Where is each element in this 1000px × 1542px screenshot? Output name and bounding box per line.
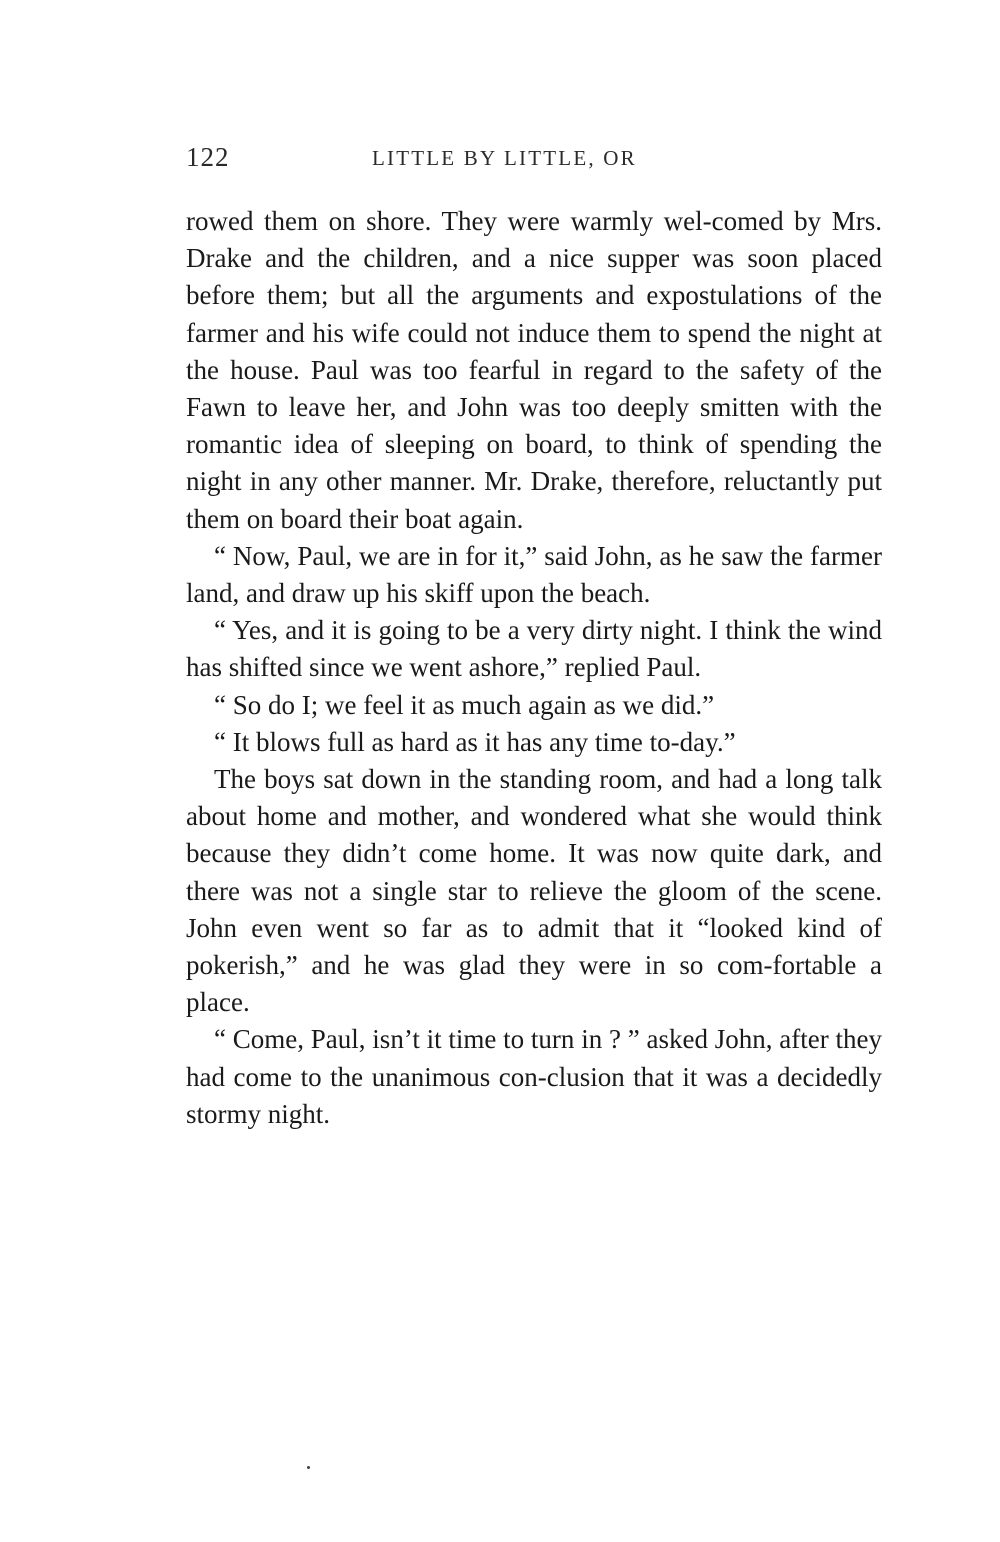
paragraph: “ Come, Paul, isn’t it time to turn in ? ” asked John, after they had come to the unanimous con-clusion that it was a decidedly stormy night. — [186, 1024, 882, 1129]
paragraph: The boys sat down in the standing room, and had a long talk about home and mother, and wondered what she would think because they didn’t come home. It was now quite dark, and there was not a single star to relieve the gloom of the scene. John even went so far as to admit that it “looked kind of pokerish,” and he was glad they were in so com-fortable a place. — [186, 764, 882, 1018]
paragraph: “ Yes, and it is going to be a very dirty night. I think the wind has shifted since we went ashore,” replied Paul. — [186, 615, 882, 683]
running-title: LITTLE BY LITTLE, OR — [372, 146, 637, 170]
running-head — [186, 142, 882, 182]
body-text — [186, 203, 882, 1133]
ink-speck — [307, 1466, 310, 1469]
page-number: 122 — [186, 142, 230, 172]
paragraph: “ It blows full as hard as it has any time to-day.” — [214, 726, 736, 757]
paragraph: “ So do I; we feel it as much again as we did.” — [214, 689, 715, 720]
paragraph: “ Now, Paul, we are in for it,” said John, as he saw the farmer land, and draw up his skiff upon the beach. — [186, 540, 882, 609]
paragraph: rowed them on shore. They were warmly wel-comed by Mrs. Drake and the children, and a nice supper was soon placed before them; but all the arguments and expostulations of the farmer and his wife could not induce them to spend the night at the house. Paul was too fearful in regard to the safety of the Fawn to leave her, and John was too deeply smitten with the romantic idea of sleeping on board, to think of spending the night in any other manner. Mr. Drake, therefore, reluctantly put them on board their boat again. — [186, 206, 882, 534]
